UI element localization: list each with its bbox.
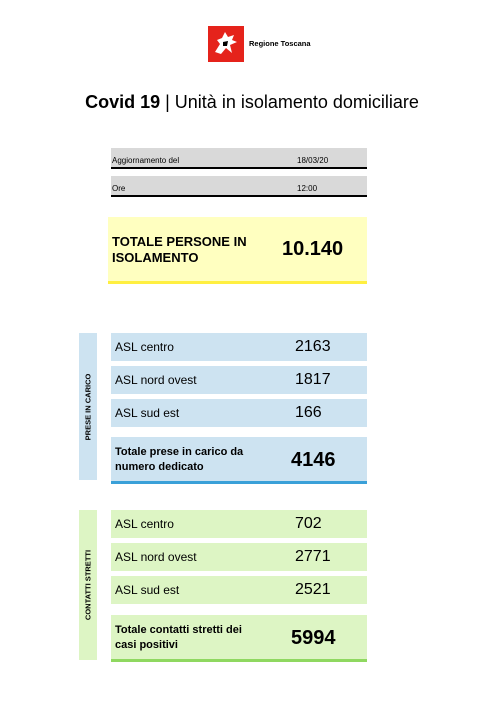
title-bold: Covid 19 [85,92,161,112]
row-label: ASL nord ovest [115,550,197,564]
row-label: ASL centro [115,517,174,531]
total-isolation-label: TOTALE PERSONE IN ISOLAMENTO [112,234,247,265]
table-row [111,333,367,361]
time-value: 12:00 [297,184,318,193]
row-value: 2163 [295,338,331,355]
section-strip-contatti-stretti [79,510,97,660]
row-value: 2771 [295,548,331,565]
table-row [111,366,367,394]
row-value: 1817 [295,371,331,388]
pegasus-icon [208,26,244,62]
row-label: ASL nord ovest [115,373,197,387]
section-label-contatti-stretti: CONTATTI STRETTI [83,549,93,621]
total-contatti-stretti-label: Totale contatti stretti dei casi positivi [115,624,242,651]
row-label: ASL sud est [115,583,180,597]
title-rest: Unità in isolamento domiciliare [174,92,419,112]
org-name: Regione Toscana [249,39,311,48]
table-row [111,576,367,604]
table-row [111,543,367,571]
total-isolation-box [108,217,367,284]
row-value: 702 [295,515,322,532]
title-separator: | [160,92,175,112]
total-contatti-stretti-row [111,615,367,662]
section-strip-presi-in-carico [79,333,97,480]
table-row [111,399,367,427]
table-row [111,510,367,538]
time-label: Ore [112,184,126,193]
section-label-presi-in-carico: PRESE IN CARICO [83,373,93,440]
total-presi-in-carico-label: Totale prese in carico da numero dedicato [115,446,244,473]
row-label: ASL sud est [115,406,180,420]
update-date-row [111,148,367,169]
update-label: Aggiornamento del [112,156,180,165]
update-time-row [111,176,367,197]
update-value: 18/03/20 [297,156,329,165]
row-value: 166 [295,404,322,421]
total-contatti-stretti-value: 5994 [291,627,336,649]
regione-toscana-logo [208,26,311,62]
row-label: ASL centro [115,340,174,354]
total-presi-in-carico-value: 4146 [291,449,336,471]
page-title [0,92,504,113]
total-presi-in-carico-row [111,437,367,484]
row-value: 2521 [295,581,331,598]
total-isolation-value: 10.140 [282,238,344,260]
